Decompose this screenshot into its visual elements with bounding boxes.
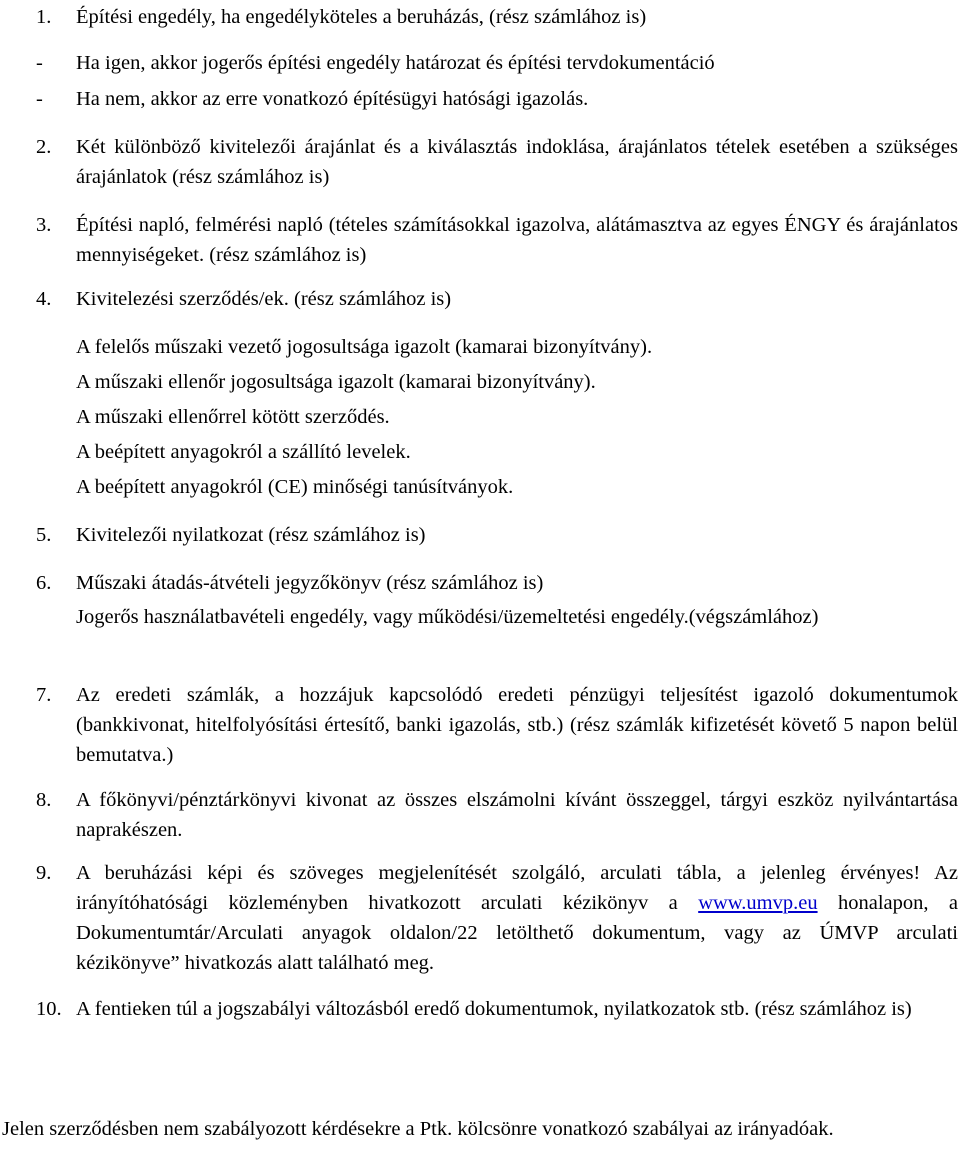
- item-number: 8.: [36, 789, 52, 811]
- sub-text: A beépített anyagokról a szállító levelek.: [76, 441, 411, 463]
- item-text: A főkönyvi/pénztárkönyvi kivonat az összes elszámolni kívánt összeggel, tárgyi eszköz nyilvántartása naprakészen.: [76, 789, 958, 841]
- item-text: Építési napló, felmérési napló (tételes számításokkal igazolva, alátámasztva az egyes ÉNGY és árajánlatos mennyiségeket. (rész számlához is): [76, 214, 958, 266]
- item-text: Építési engedély, ha engedélyköteles a beruházás, (rész számlához is): [76, 6, 647, 28]
- item-number: 3.: [36, 214, 52, 236]
- sub-text: A műszaki ellenőr jogosultsága igazolt (kamarai bizonyítvány).: [76, 371, 596, 393]
- dash-bullet: -: [36, 52, 43, 74]
- item-text: [76, 858, 958, 978]
- sub-text: Jogerős használatbavételi engedély, vagy működési/üzemeltetési engedély.(végszámlához): [76, 606, 819, 628]
- item-number: 5.: [36, 524, 52, 546]
- item-number: 9.: [36, 862, 52, 884]
- umvp-link[interactable]: www.umvp.eu: [698, 892, 818, 914]
- dash-bullet: -: [36, 88, 43, 110]
- item-text-part-b: honalapon, a Dokumentumtár/Arculati anyagok oldalon/22 letölthető dokumentum, vagy az ÚMVP arculati kézikönyve” hivatkozás alatt található meg.: [76, 892, 958, 974]
- sub-text: A műszaki ellenőrrel kötött szerződés.: [76, 406, 390, 428]
- item-text: Az eredeti számlák, a hozzájuk kapcsolódó eredeti pénzügyi teljesítést igazoló dokumentumok (bankkivonat, hitelfolyósítási értesítő, banki igazolás, stb.) (rész számlák kifizetését követő 5 napon belül bemutatva.): [76, 684, 958, 766]
- sub-text: A beépített anyagokról (CE) minőségi tanúsítványok.: [76, 476, 514, 498]
- dash-text: Ha nem, akkor az erre vonatkozó építésügyi hatósági igazolás.: [76, 88, 589, 110]
- item-text: A fentieken túl a jogszabályi változásból eredő dokumentumok, nyilatkozatok stb. (rész számlához is): [76, 998, 912, 1020]
- item-number: 6.: [36, 572, 52, 594]
- item-text: Kivitelezési szerződés/ek. (rész számlához is): [76, 288, 452, 310]
- item-number: 1.: [36, 6, 52, 28]
- sub-text: A felelős műszaki vezető jogosultsága igazolt (kamarai bizonyítvány).: [76, 336, 653, 358]
- closing-text: Jelen szerződésben nem szabályozott kérdésekre a Ptk. kölcsönre vonatkozó szabályai az irányadóak.: [2, 1118, 834, 1140]
- item-number: 10.: [36, 998, 62, 1020]
- item-number: 4.: [36, 288, 52, 310]
- item-text: Két különböző kivitelezői árajánlat és a kiválasztás indoklása, árajánlatos tételek esetében a szükséges árajánlatok (rész számlához is): [76, 136, 958, 188]
- item-text-part-a: A beruházási képi és szöveges megjelenítését szolgáló, arculati tábla, a jelenleg érvényes! Az irányítóhatósági közleményben hivatkozott arculati kézikönyv a: [76, 862, 958, 914]
- item-text: Műszaki átadás-átvételi jegyzőkönyv (rész számlához is): [76, 572, 544, 594]
- item-text: Kivitelezői nyilatkozat (rész számlához is): [76, 524, 426, 546]
- item-number: 7.: [36, 684, 52, 706]
- dash-text: Ha igen, akkor jogerős építési engedély határozat és építési tervdokumentáció: [76, 52, 715, 74]
- item-number: 2.: [36, 136, 52, 158]
